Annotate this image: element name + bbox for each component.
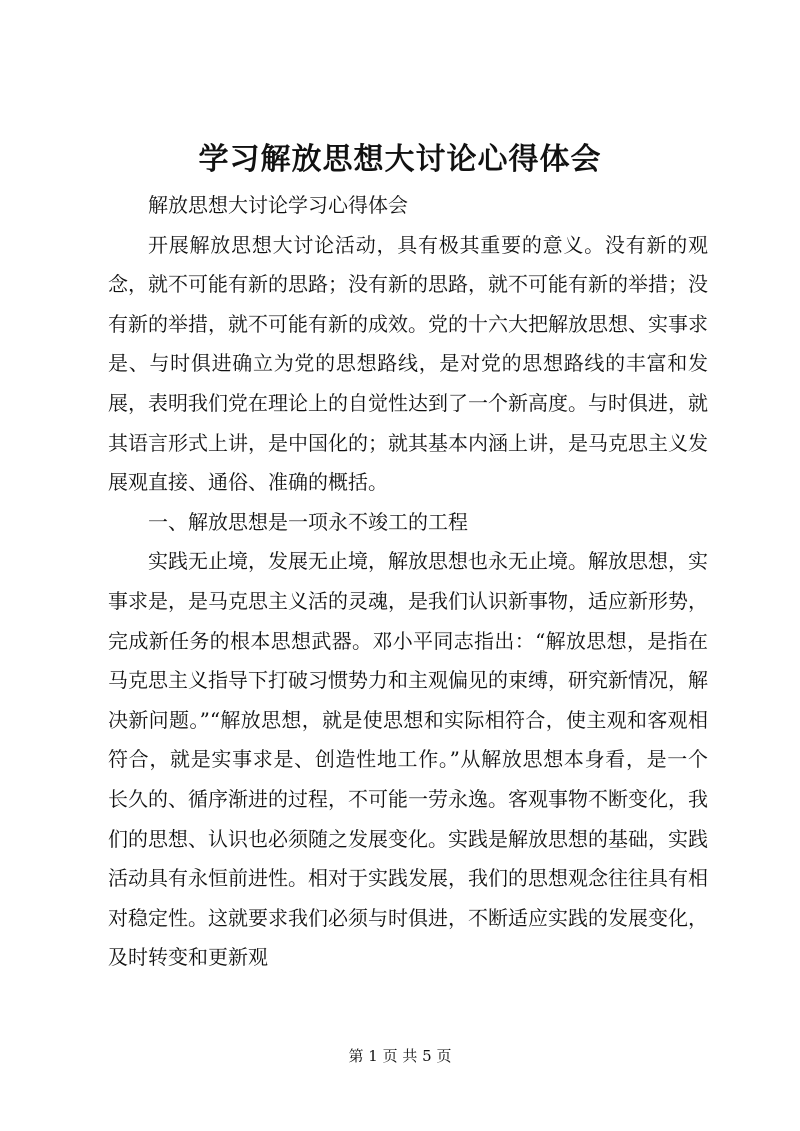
document-body: [108, 186, 708, 978]
document-title: 学习解放思想大讨论心得体会: [198, 142, 602, 177]
paragraph-intro: 开展解放思想大讨论活动，具有极其重要的意义。没有新的观念，就不可能有新的思路；没有新的思路，就不可能有新的举措；没有新的举措，就不可能有新的成效。党的十六大把解放思想、实事求是、与时俱进确立为党的思想路线，是对党的思想路线的丰富和发展，表明我们党在理论上的自觉性达到了一个新高度。与时俱进，就其语言形式上讲，是中国化的；就其基本内涵上讲，是马克思主义发展观直接、通俗、准确的概括。: [108, 232, 708, 495]
paragraph-section-1: 实践无止境，发展无止境，解放思想也永无止境。解放思想，实事求是，是马克思主义活的灵魂，是我们认识新事物，适应新形势，完成新任务的根本思想武器。邓小平同志指出：“解放思想，是指在马克思主义指导下打破习惯势力和主观偏见的束缚，研究新情况，解决新问题。”“解放思想，就是使思想和实际相符合，使主观和客观相符合，就是实事求是、创造性地工作。”从解放思想本身看，是一个长久的、循序渐进的过程，不可能一劳永逸。客观事物不断变化，我们的思想、认识也必须随之发展变化。实践是解放思想的基础，实践活动具有永恒前进性。相对于实践发展，我们的思想观念往往具有相对稳定性。这就要求我们必须与时俱进，不断适应实践的发展变化，及时转变和更新观: [108, 549, 708, 970]
page-number-footer: 第 1 页 共 5 页: [348, 1047, 452, 1065]
paragraph-subtitle: 解放思想大讨论学习心得体会: [148, 193, 408, 217]
section-heading-1: 一、解放思想是一项永不竣工的工程: [148, 509, 468, 534]
